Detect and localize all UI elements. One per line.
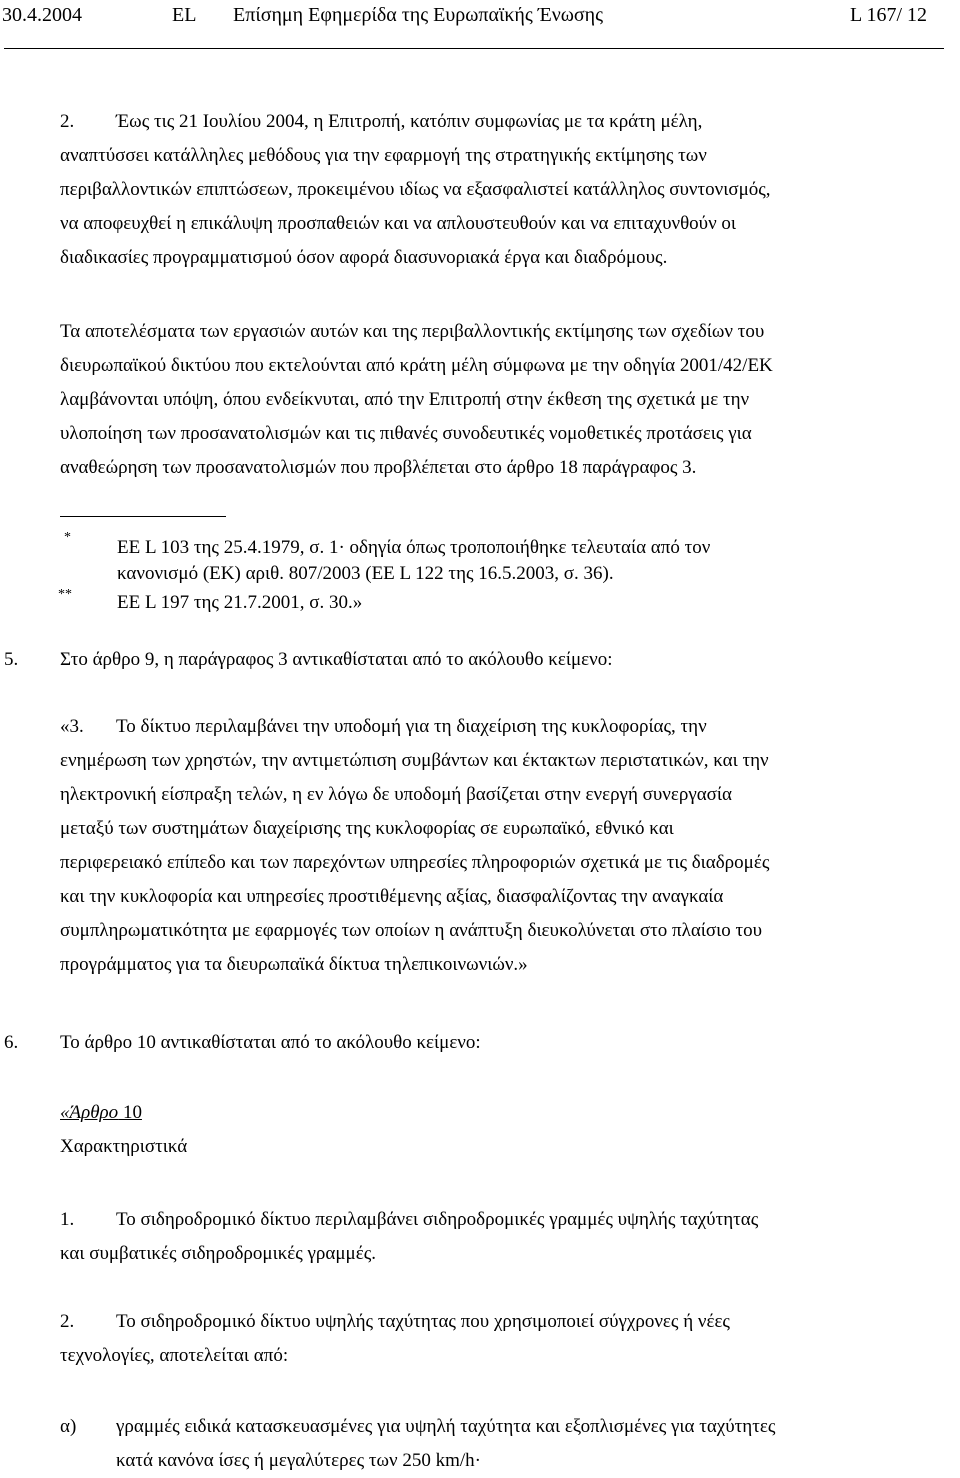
item5-line: Στο άρθρο 9, η παράγραφος 3 αντικαθίσταται από το ακόλουθο κείμενο: [60, 649, 613, 670]
article10-heading-word: Άρθρο [69, 1102, 119, 1123]
quote3-line: ηλεκτρονική είσπραξη τελών, η εν λόγω δε υποδομή βασίζεται στην ενεργή συνεργασία [60, 784, 732, 805]
footnote-line: ΕΕ L 197 της 21.7.2001, σ. 30.» [117, 592, 363, 613]
quote3-line: περιφερειακό επίπεδο και των παρεχόντων υπηρεσίες πληροφοριών σχετικά με τις διαδρομές [60, 852, 770, 873]
quote3-text [60, 710, 950, 982]
results-line: διευρωπαϊκού δικτύου που εκτελούνται από κράτη μέλη σύμφωνα με την οδηγία 2001/42/ΕΚ [60, 355, 773, 376]
footnote-mark: * [64, 530, 71, 545]
para2-line: να αποφευχθεί η επικάλυψη προσπαθειών και να απλουστευθούν και να επιταχυνθούν οι [60, 213, 737, 234]
para2-text [60, 105, 950, 275]
art10-p2-number: 2. [60, 1311, 75, 1332]
art10-p2-text [60, 1305, 950, 1373]
item6-line: Το άρθρο 10 αντικαθίσταται από το ακόλουθο κείμενο: [60, 1032, 481, 1053]
quote3-line: ενημέρωση των χρηστών, την αντιμετώπιση συμβάντων και έκτακτων περιστατικών, και την [60, 750, 769, 771]
footnote-rule [60, 516, 226, 517]
item5-text [60, 643, 950, 677]
para2-line: Έως τις 21 Ιουλίου 2004, η Επιτροπή, κατόπιν συμφωνίας με τα κράτη μέλη, [116, 111, 703, 132]
article10-heading [60, 1096, 950, 1164]
art10-a-line: γραμμές ειδικά κατασκευασμένες για υψηλή ταχύτητα και εξοπλισμένες για ταχύτητες [116, 1416, 776, 1437]
header-page-reference: L 167/ 12 [850, 4, 928, 26]
results-line: λαμβάνονται υπόψη, όπου ενδείκνυται, από την Επιτροπή στην έκθεση της σχετικά με την [60, 389, 750, 410]
results-line: υλοποίηση των προσανατολισμών και τις πιθανές συνοδευτικές νομοθετικές προτάσεις για [60, 423, 752, 444]
quote3-line: μεταξύ των συστημάτων διαχείρισης της κυκλοφορίας σε ευρωπαϊκό, εθνικό και [60, 818, 674, 839]
art10-a-label: α) [60, 1416, 77, 1437]
para2-line: αναπτύσσει κατάλληλες μεθόδους για την εφαρμογή της στρατηγικής εκτίμησης των [60, 145, 707, 166]
footnote-line: κανονισμό (ΕΚ) αριθ. 807/2003 (ΕΕ L 122 της 16.5.2003, σ. 36). [117, 563, 614, 584]
para2-line: διαδικασίες προγραμματισμού όσον αφορά διασυνοριακά έργα και διαδρόμους. [60, 247, 668, 268]
footnote-line: ΕΕ L 103 της 25.4.1979, σ. 1· οδηγία όπως τροποποιήθηκε τελευταία από τον [117, 537, 711, 558]
quote3-line: συμπληρωματικότητα με εφαρμογές των οποίων η ανάπτυξη διευκολύνεται στο πλαίσιο του [60, 920, 763, 941]
quote3-line: και την κυκλοφορία και υπηρεσίες προστιθέμενης αξίας, διασφαλίζοντας την αναγκαία [60, 886, 724, 907]
art10-p1-text [60, 1203, 950, 1271]
footnote-mark: ** [58, 587, 72, 602]
item5-number: 5. [4, 649, 19, 670]
item6-text [60, 1026, 950, 1060]
art10-p1-number: 1. [60, 1209, 75, 1230]
art10-p1-line: Το σιδηροδρομικό δίκτυο περιλαμβάνει σιδηροδρομικές γραμμές υψηλής ταχύτητας [116, 1209, 759, 1230]
quote3-number: «3. [60, 716, 84, 737]
article10-heading-quote: « [60, 1102, 70, 1123]
header-journal-title: Επίσημη Εφημερίδα της Ευρωπαϊκής Ένωσης [233, 4, 604, 26]
para2-line: περιβαλλοντικών επιπτώσεων, προκειμένου ιδίως να εξασφαλιστεί κατάλληλος συντονισμός, [60, 179, 771, 200]
art10-p2-line: Το σιδηροδρομικό δίκτυο υψηλής ταχύτητας που χρησιμοποιεί σύγχρονες ή νέες [116, 1311, 730, 1332]
para2-number: 2. [60, 111, 75, 132]
article10-heading-line [60, 1096, 950, 1130]
art10-a-text [116, 1410, 950, 1478]
quote3-line: Το δίκτυο περιλαμβάνει την υποδομή για τη διαχείριση της κυκλοφορίας, την [116, 716, 707, 737]
article10-heading-number: 10 [118, 1102, 142, 1123]
item6-number: 6. [4, 1032, 19, 1053]
results-line: αναθεώρηση των προσανατολισμών που προβλέπεται στο άρθρο 18 παράγραφος 3. [60, 457, 697, 478]
article10-title: Χαρακτηριστικά [60, 1136, 188, 1157]
results-line: Τα αποτελέσματα των εργασιών αυτών και της περιβαλλοντικής εκτίμησης των σχεδίων του [60, 321, 765, 342]
art10-p1-line: και συμβατικές σιδηροδρομικές γραμμές. [60, 1243, 376, 1264]
results-paragraph [60, 315, 950, 485]
header-language: EL [172, 4, 197, 26]
header-date: 30.4.2004 [2, 4, 82, 26]
art10-a-line: κατά κανόνα ίσες ή μεγαλύτερες των 250 km/h· [116, 1450, 481, 1471]
quote3-line: προγράμματος για τα διευρωπαϊκά δίκτυα τηλεπικοινωνιών.» [60, 954, 528, 975]
art10-p2-line: τεχνολογίες, αποτελείται από: [60, 1345, 289, 1366]
header-rule [4, 48, 944, 49]
